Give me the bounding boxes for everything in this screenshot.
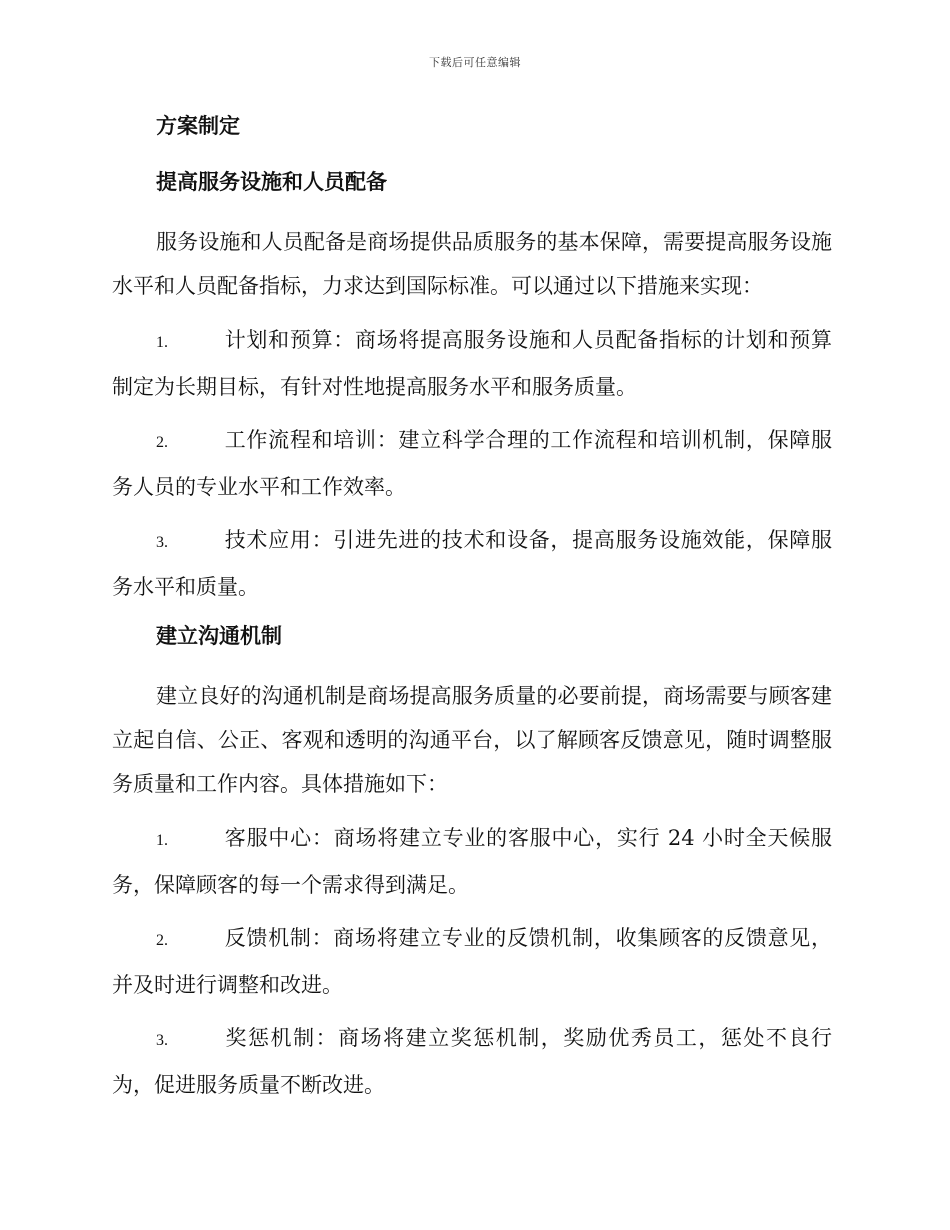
header-note: 下载后可任意编辑 — [429, 56, 521, 69]
section-heading-facilities: 提高服务设施和人员配备 — [156, 170, 387, 194]
list-number: 3. — [156, 1032, 168, 1049]
list-text: 技术应用：引进先进的技术和设备，提高服务设施效能，保障服务水平和质量。 — [112, 528, 832, 599]
list-text: 奖惩机制：商场将建立奖惩机制，奖励优秀员工，惩处不良行为，促进服务质量不断改进。 — [112, 1026, 832, 1097]
list-number: 1. — [156, 334, 168, 351]
list-text: 工作流程和培训：建立科学合理的工作流程和培训机制，保障服务人员的专业水平和工作效率。 — [112, 428, 832, 499]
list-number: 1. — [156, 832, 168, 849]
document-body — [112, 108, 832, 1116]
list-number: 3. — [156, 534, 168, 551]
section-intro-facilities: 服务设施和人员配备是商场提供品质服务的基本保障，需要提高服务设施水平和人员配备指标，力求达到国际标准。可以通过以下措施来实现： — [112, 230, 832, 298]
list-text: 反馈机制：商场将建立专业的反馈机制，收集顾客的反馈意见，并及时进行调整和改进。 — [112, 926, 832, 997]
document-title: 方案制定 — [156, 114, 240, 138]
list-item — [112, 418, 832, 509]
section-intro-communication: 建立良好的沟通机制是商场提高服务质量的必要前提，商场需要与顾客建立起自信、公正、客观和透明的沟通平台，以了解顾客反馈意见，随时调整服务质量和工作内容。具体措施如下： — [112, 684, 832, 796]
list-item — [112, 518, 832, 609]
list-item — [112, 318, 832, 409]
list-text: 客服中心：商场将建立专业的客服中心，实行 24 小时全天候服务，保障顾客的每一个需求得到满足。 — [112, 826, 832, 897]
list-number: 2. — [156, 932, 168, 949]
section-heading-communication: 建立沟通机制 — [156, 624, 282, 648]
list-item — [112, 816, 832, 907]
list-number: 2. — [156, 434, 168, 451]
list-item — [112, 916, 832, 1007]
list-item — [112, 1016, 832, 1107]
list-text: 计划和预算：商场将提高服务设施和人员配备指标的计划和预算制定为长期目标，有针对性地提高服务水平和服务质量。 — [112, 328, 832, 399]
